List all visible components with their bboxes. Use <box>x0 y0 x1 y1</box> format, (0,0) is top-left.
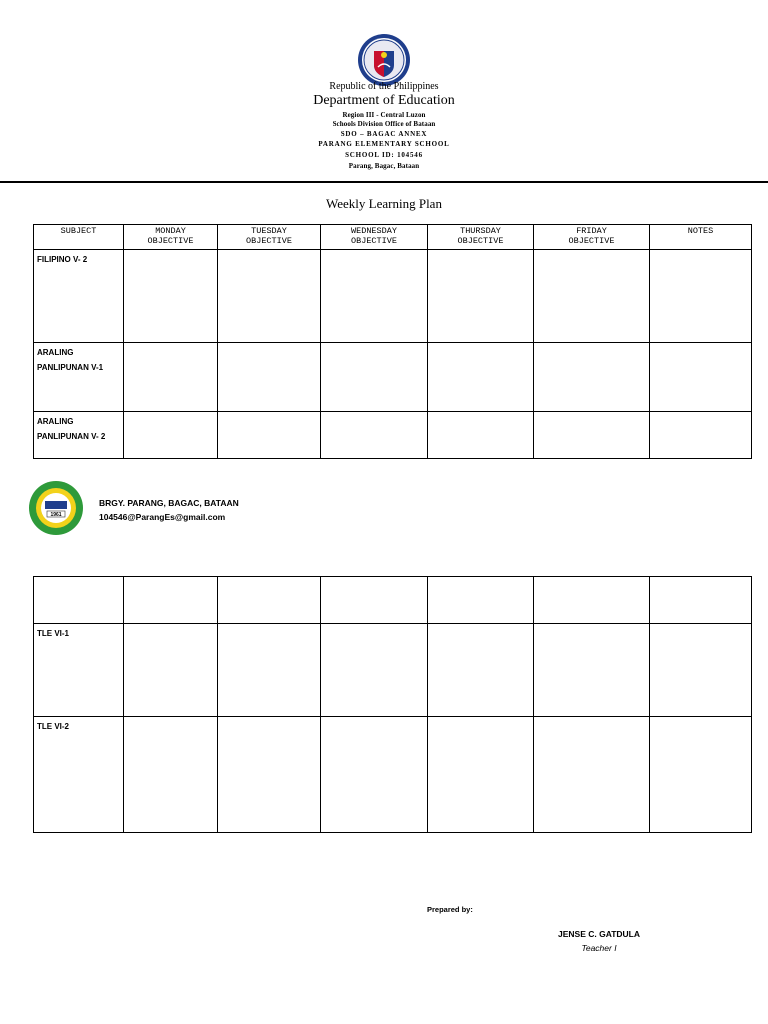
entry-cell[interactable] <box>321 250 428 343</box>
deped-seal-icon <box>357 33 411 87</box>
entry-cell[interactable] <box>321 577 428 624</box>
header-cell-thursday: THURSDAY OBJECTIVE <box>428 225 534 250</box>
entry-cell[interactable] <box>650 343 752 412</box>
subject-cell: TLE VI-2 <box>34 717 124 833</box>
header-cell-friday: FRIDAY OBJECTIVE <box>534 225 650 250</box>
weekly-plan-table <box>33 224 752 459</box>
subject-cell: ARALING PANLIPUNAN V-1 <box>34 343 124 412</box>
entry-cell[interactable] <box>218 343 321 412</box>
entry-cell[interactable] <box>650 577 752 624</box>
header-cell-subject: SUBJECT <box>34 225 124 250</box>
entry-cell[interactable] <box>321 624 428 717</box>
table-header-row <box>34 225 752 250</box>
entry-cell[interactable] <box>534 250 650 343</box>
table-row <box>34 624 752 717</box>
teacher-position: Teacher I <box>581 943 617 953</box>
subject-cell: ARALING PANLIPUNAN V- 2 <box>34 412 124 459</box>
entry-cell[interactable] <box>218 717 321 833</box>
entry-cell[interactable] <box>650 412 752 459</box>
header-cell-monday: MONDAY OBJECTIVE <box>124 225 218 250</box>
entry-cell[interactable] <box>124 577 218 624</box>
entry-cell[interactable] <box>124 624 218 717</box>
entry-cell[interactable] <box>534 624 650 717</box>
entry-cell[interactable] <box>428 577 534 624</box>
school-logo-icon <box>28 480 84 536</box>
subject-cell <box>34 577 124 624</box>
header-divider <box>0 181 768 183</box>
entry-cell[interactable] <box>321 343 428 412</box>
subject-cell: TLE VI-1 <box>34 624 124 717</box>
region-label: Region III - Central Luzon <box>342 111 426 119</box>
header-cell-notes: NOTES <box>650 225 752 250</box>
subject-cell: FILIPINO V- 2 <box>34 250 124 343</box>
republic-label: Republic of the Philippines <box>329 81 439 92</box>
weekly-plan-table-2 <box>33 576 752 833</box>
entry-cell[interactable] <box>124 412 218 459</box>
school-name: PARANG ELEMENTARY SCHOOL <box>318 140 450 148</box>
header-cell-tuesday: TUESDAY OBJECTIVE <box>218 225 321 250</box>
entry-cell[interactable] <box>321 717 428 833</box>
entry-cell[interactable] <box>428 624 534 717</box>
header-cell-wednesday: WEDNESDAY OBJECTIVE <box>321 225 428 250</box>
plan-title: Weekly Learning Plan <box>326 196 442 211</box>
entry-cell[interactable] <box>534 412 650 459</box>
entry-cell[interactable] <box>428 412 534 459</box>
entry-cell[interactable] <box>428 343 534 412</box>
table-row <box>34 577 752 624</box>
entry-cell[interactable] <box>534 577 650 624</box>
entry-cell[interactable] <box>218 577 321 624</box>
table-row <box>34 717 752 833</box>
entry-cell[interactable] <box>650 717 752 833</box>
table-row <box>34 412 752 459</box>
table-row <box>34 343 752 412</box>
school-contact <box>99 496 239 524</box>
entry-cell[interactable] <box>650 250 752 343</box>
entry-cell[interactable] <box>650 624 752 717</box>
teacher-name: JENSE C. GATDULA <box>557 929 641 939</box>
school-location: Parang, Bagac, Bataan <box>348 162 420 170</box>
entry-cell[interactable] <box>534 717 650 833</box>
entry-cell[interactable] <box>218 412 321 459</box>
signature-block <box>554 927 644 955</box>
entry-cell[interactable] <box>124 717 218 833</box>
school-address: BRGY. PARANG, BAGAC, BATAAN <box>99 498 239 508</box>
department-title: Department of Education <box>313 93 455 108</box>
table-row <box>34 250 752 343</box>
entry-cell[interactable] <box>124 250 218 343</box>
division-label: Schools Division Office of Bataan <box>332 120 436 128</box>
entry-cell[interactable] <box>218 250 321 343</box>
school-logo-year: 1961 <box>50 512 62 518</box>
sdo-label: SDO – BAGAC ANNEX <box>340 130 428 138</box>
school-email: 104546@ParangEs@gmail.com <box>99 512 226 522</box>
entry-cell[interactable] <box>428 717 534 833</box>
entry-cell[interactable] <box>218 624 321 717</box>
prepared-by-label: Prepared by: <box>427 905 473 914</box>
entry-cell[interactable] <box>534 343 650 412</box>
school-id: SCHOOL ID: 104546 <box>345 151 423 159</box>
entry-cell[interactable] <box>124 343 218 412</box>
entry-cell[interactable] <box>428 250 534 343</box>
entry-cell[interactable] <box>321 412 428 459</box>
